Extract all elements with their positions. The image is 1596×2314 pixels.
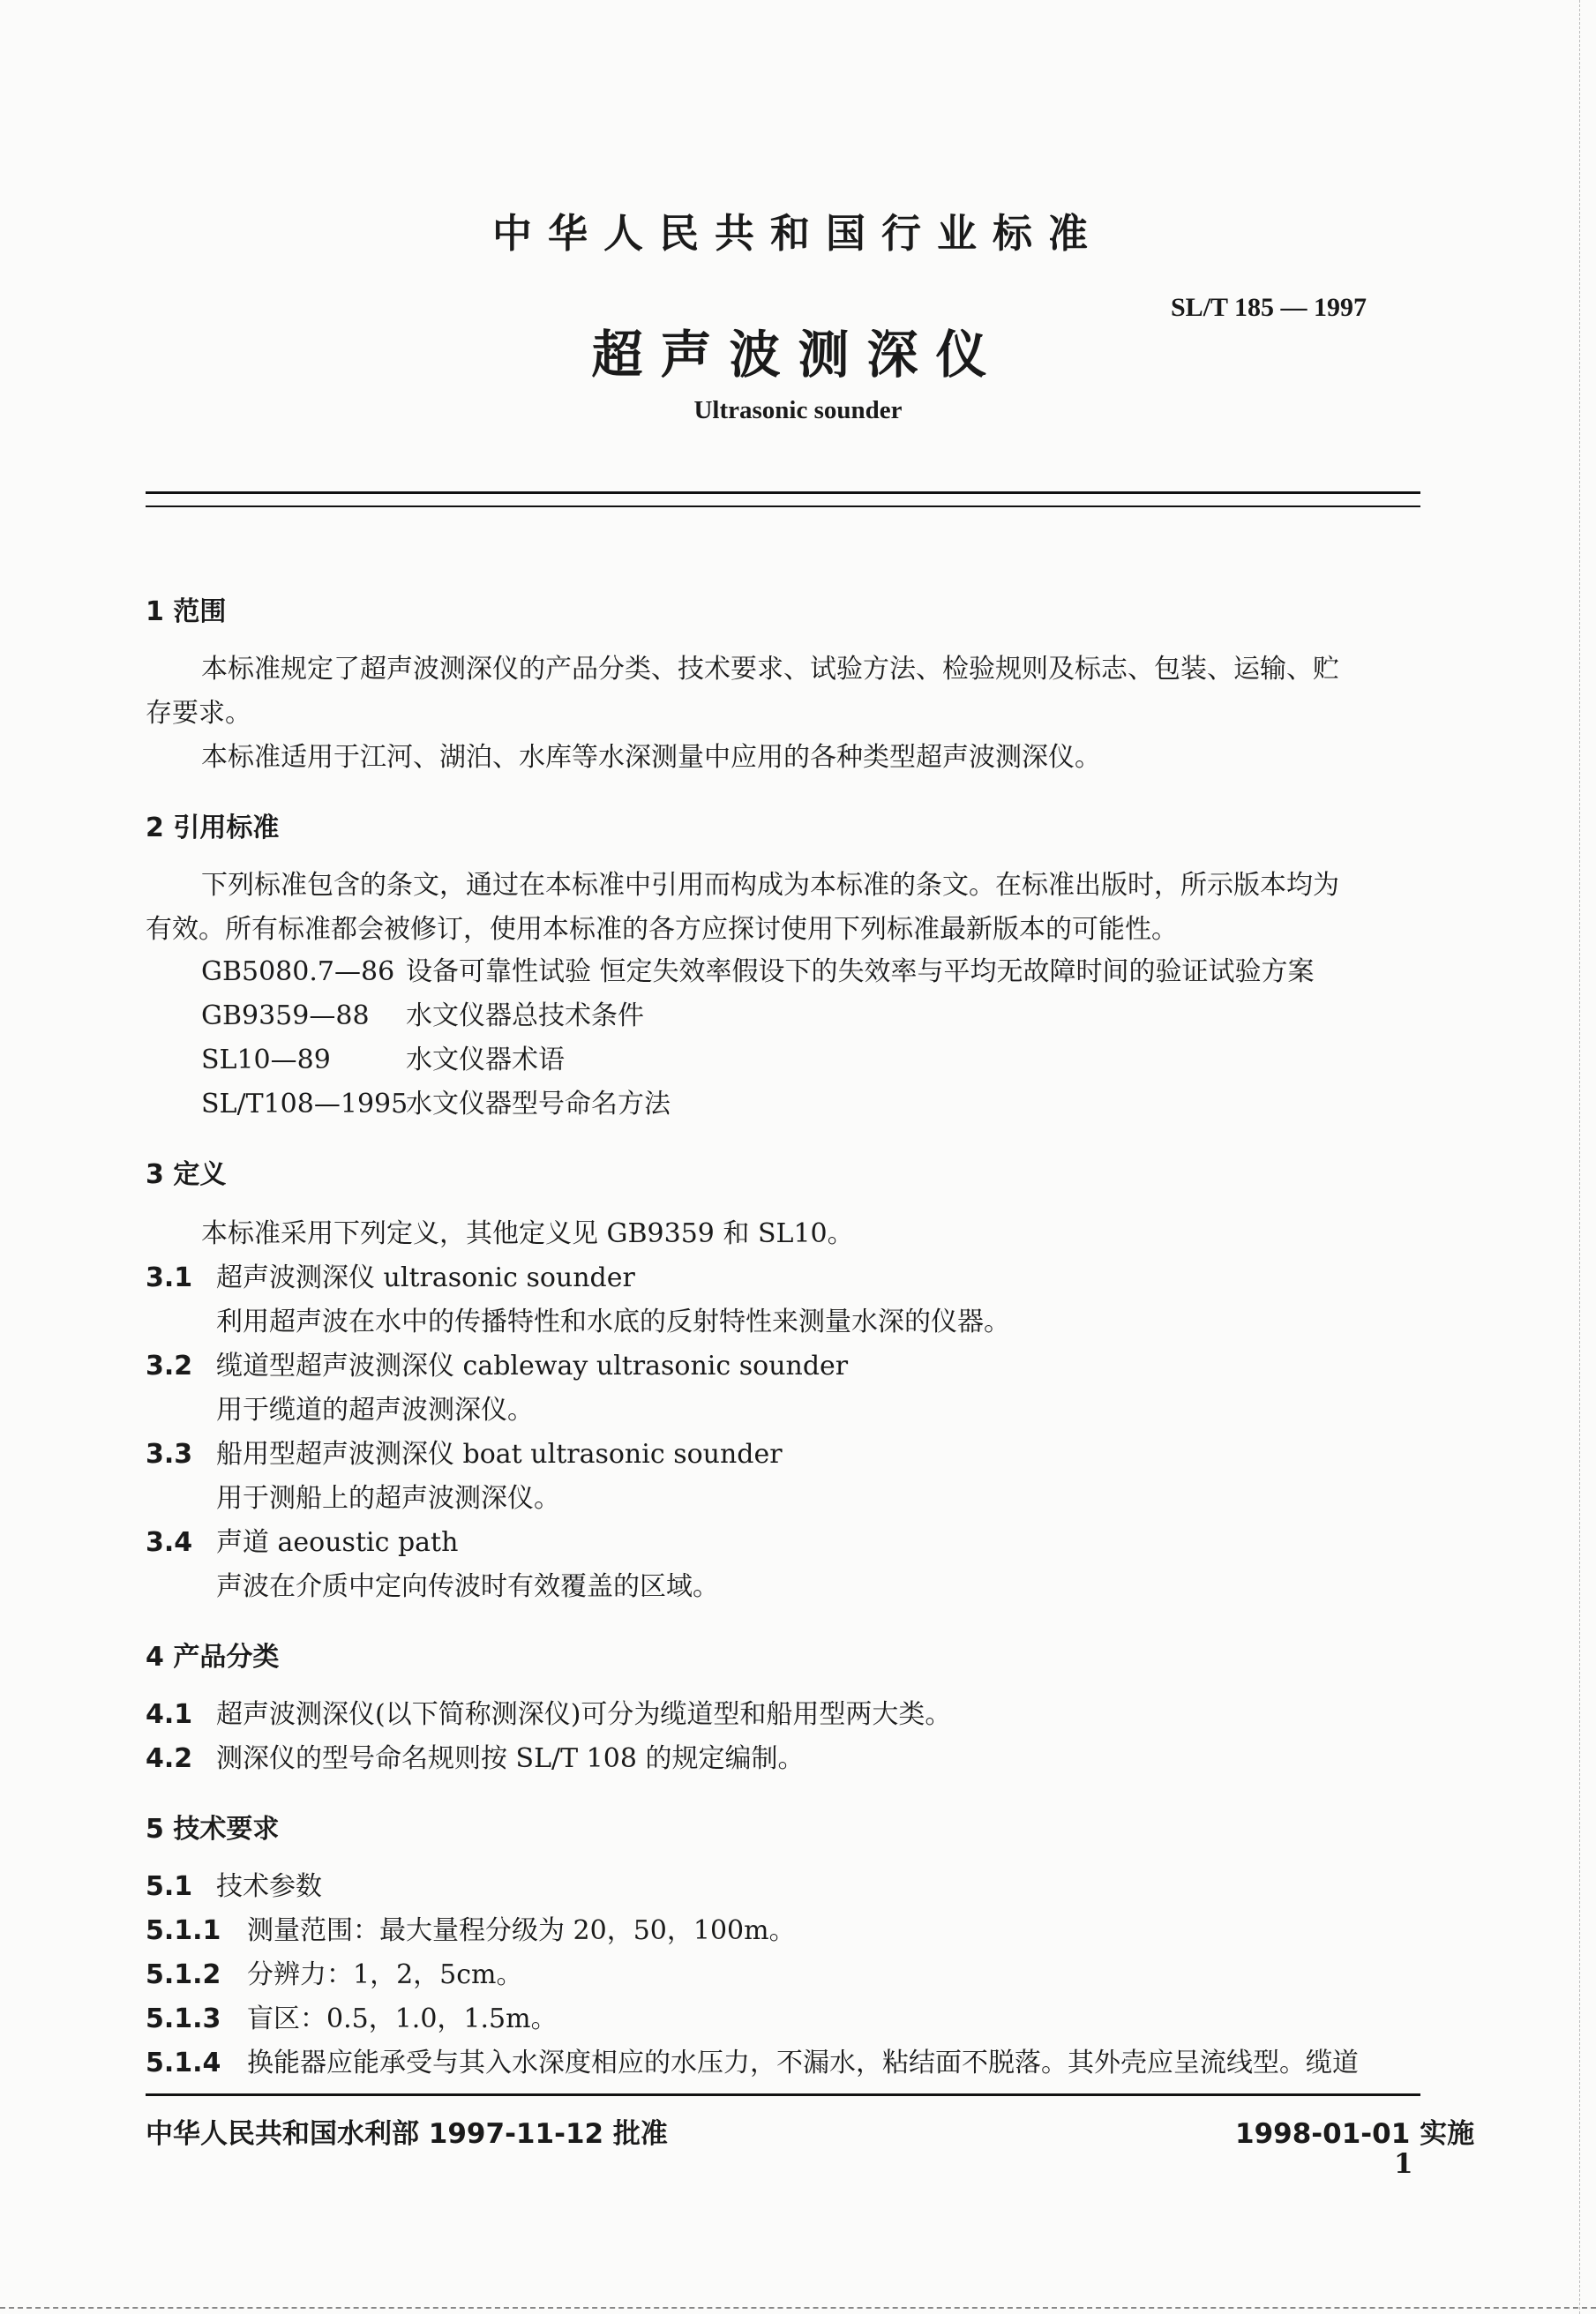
approval-line: 中华人民共和国水利部 1997-11-12 批准: [146, 2118, 668, 2150]
paragraph: 本标准采用下列定义，其他定义见 GB9359 和 SL10。: [201, 1218, 854, 1249]
definition-term: [146, 1255, 635, 1294]
clause: [146, 1736, 804, 1775]
section-heading-definitions: 3 定义: [146, 1159, 227, 1190]
clause: [146, 1692, 951, 1731]
section-heading-classification: 4 产品分类: [146, 1642, 280, 1673]
reference-item: [201, 949, 1315, 988]
clause-text: 盲区：0.5，1.0，1.5m。: [247, 2003, 558, 2034]
section-heading-references: 2 引用标准: [146, 813, 280, 843]
clause-text: 技术参数: [216, 1871, 322, 1902]
reference-name: 水文仪器术语: [406, 1045, 565, 1075]
reference-name: 水文仪器总技术条件: [406, 1000, 644, 1031]
footer-rule: [146, 2093, 1420, 2096]
reference-item: [201, 993, 644, 1032]
definition-term: [146, 1520, 458, 1559]
clause-text: 超声波测深仪(以下简称测深仪)可分为缆道型和船用型两大类。: [216, 1699, 952, 1730]
paragraph: 本标准规定了超声波测深仪的产品分类、技术要求、试验方法、检验规则及标志、包装、运输、贮: [201, 654, 1339, 685]
paragraph: 存要求。: [146, 698, 251, 729]
clause-number: 4.1: [146, 1699, 193, 1730]
reference-code: GB9359—88: [201, 1000, 370, 1031]
clause-text: 换能器应能承受与其入水深度相应的水压力，不漏水，粘结面不脱落。其外壳应呈流线型。缆道: [247, 2048, 1359, 2078]
header-rule-bottom: [146, 505, 1420, 507]
reference-name: 水文仪器型号命名方法: [406, 1089, 671, 1120]
clause-number: 5.1.3: [146, 2003, 221, 2034]
reference-code: SL10—89: [201, 1045, 331, 1075]
clause-number: 3.1: [146, 1262, 193, 1293]
term-text: 超声波测深仪 ultrasonic sounder: [216, 1262, 635, 1293]
standard-category: 中华人民共和国行业标准: [491, 210, 1104, 257]
clause-text: 测深仪的型号命名规则按 SL/T 108 的规定编制。: [216, 1743, 805, 1774]
clause-number: 5.1.2: [146, 1959, 221, 1990]
clause-number: 4.2: [146, 1743, 193, 1774]
clause: [146, 1996, 558, 2035]
paragraph: 下列标准包含的条文，通过在本标准中引用而构成为本标准的条文。在标准出版时，所示版本均为: [201, 870, 1339, 901]
paragraph: 有效。所有标准都会被修订，使用本标准的各方应探讨使用下列标准最新版本的可能性。: [146, 914, 1178, 945]
definition-term: [146, 1344, 848, 1382]
clause: [146, 2041, 1359, 2079]
reference-code: SL/T108—1995: [201, 1089, 408, 1120]
definition-text: 用于测船上的超声波测深仪。: [216, 1483, 560, 1514]
definition-text: 用于缆道的超声波测深仪。: [216, 1395, 534, 1426]
definition-term: [146, 1432, 783, 1471]
clause-text: 测量范围：最大量程分级为 20，50，100m。: [247, 1915, 796, 1946]
definition-text: 利用超声波在水中的传播特性和水底的反射特性来测量水深的仪器。: [216, 1307, 1010, 1337]
header-rule-top: [146, 491, 1420, 494]
page-title-english: Ultrasonic sounder: [693, 396, 903, 424]
clause-number: 3.3: [146, 1439, 193, 1470]
section-heading-scope: 1 范围: [146, 596, 227, 627]
reference-item: [201, 1037, 565, 1076]
standard-code: SL/T 185 — 1997: [1171, 293, 1367, 322]
clause-number: 5.1.1: [146, 1915, 221, 1946]
section-heading-technical-requirements: 5 技术要求: [146, 1814, 280, 1845]
clause: [146, 1952, 523, 1991]
clause-number: 3.4: [146, 1527, 193, 1558]
reference-name: 设备可靠性试验 恒定失效率假设下的失效率与平均无故障时间的验证试验方案: [406, 956, 1315, 987]
clause-number: 5.1.4: [146, 2048, 221, 2078]
reference-code: GB5080.7—86: [201, 956, 395, 987]
clause-number: 5.1: [146, 1871, 193, 1902]
page-number: 1: [1394, 2148, 1413, 2180]
clause-text: 分辨力：1，2，5cm。: [247, 1959, 523, 1990]
term-text: 缆道型超声波测深仪 cableway ultrasonic sounder: [216, 1351, 849, 1382]
clause: [146, 1908, 796, 1947]
definition-text: 声波在介质中定向传波时有效覆盖的区域。: [216, 1571, 719, 1602]
reference-item: [201, 1082, 671, 1120]
scan-cut-line: [0, 2307, 1596, 2309]
term-text: 声道 aeoustic path: [216, 1527, 459, 1558]
term-text: 船用型超声波测深仪 boat ultrasonic sounder: [216, 1439, 783, 1470]
paragraph: 本标准适用于江河、湖泊、水库等水深测量中应用的各种类型超声波测深仪。: [201, 742, 1101, 773]
effective-date: 1998-01-01 实施: [1235, 2118, 1475, 2150]
page-title: 超声波测深仪: [591, 325, 1005, 385]
clause-number: 3.2: [146, 1351, 193, 1382]
subclause-heading: [146, 1864, 322, 1903]
